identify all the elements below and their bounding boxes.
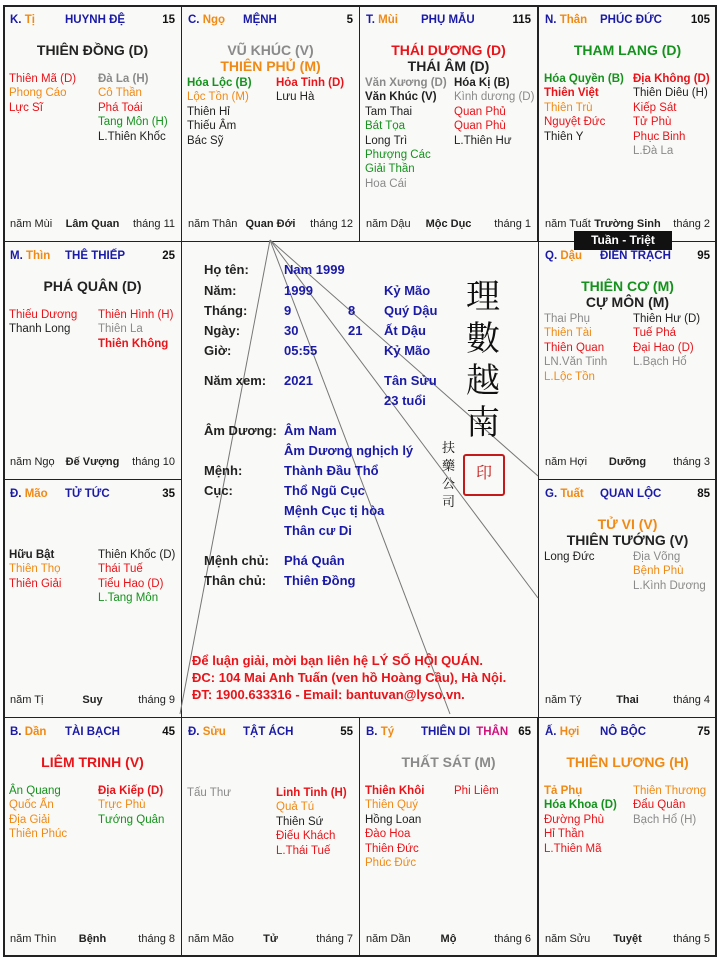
cuc-note-1: Mệnh Cục tị hòa	[284, 503, 385, 518]
star-item: Thiên Diêu (H)	[633, 87, 708, 100]
palace-month: tháng 8	[138, 933, 175, 945]
main-star: CỰ MÔN (M)	[585, 294, 670, 310]
palace-year: năm Mùi	[10, 218, 53, 230]
star-item: Văn Khúc (V)	[365, 91, 437, 104]
star-item: Tang Môn (H)	[98, 116, 168, 129]
palace-month: tháng 4	[673, 694, 710, 706]
palace-position: N. Thân	[545, 14, 588, 26]
am-duong-note: Âm Dương nghịch lý	[284, 443, 414, 458]
star-item: L.Đà La	[633, 145, 674, 158]
star-item: Phúc Đức	[365, 857, 417, 870]
than-chu-label: Thân chủ:	[204, 573, 267, 588]
star-item: Lưu Hà	[276, 91, 315, 104]
main-star: THAM LANG (D)	[573, 42, 682, 58]
palace-position: M. Thìn	[10, 250, 51, 262]
star-item: Đường Phù	[544, 813, 604, 826]
palace-year: năm Hợi	[545, 456, 588, 468]
trang-sinh-stage: Mộ	[440, 933, 457, 945]
palace-position: Q. Dậu	[545, 250, 583, 262]
star-item: L.Kình Dương	[633, 579, 706, 592]
thang-can-chi: Quý Dậu	[384, 303, 438, 318]
star-item: Điếu Khách	[276, 830, 336, 843]
star-item: Đại Hao (D)	[633, 341, 694, 354]
star-item: Hỏa Tinh (D)	[276, 77, 345, 89]
palace-name: ĐIỀN TRẠCH	[600, 250, 671, 262]
palace-name: PHÚC ĐỨC	[600, 14, 662, 26]
trang-sinh-stage: Bệnh	[78, 933, 107, 945]
menh-label: Mệnh:	[204, 463, 243, 478]
contact-line-2: ĐC: 104 Mai Anh Tuấn (ven hồ Hoàng Cầu), Hà Nội.	[192, 670, 507, 685]
star-item: Quan Phủ	[454, 105, 506, 118]
palace-year: năm Thân	[188, 218, 238, 230]
star-item: Linh Tinh (H)	[276, 787, 347, 799]
star-item: Hữu Bật	[9, 549, 55, 561]
am-duong-label: Âm Dương:	[204, 423, 277, 438]
star-item: Quốc Ấn	[9, 799, 54, 812]
palace-age: 85	[697, 488, 710, 500]
star-item: Thiên Trù	[544, 101, 593, 114]
main-star: THIÊN CƠ (M)	[581, 278, 674, 294]
palace-month: tháng 12	[310, 218, 353, 230]
star-item: Ân Quang	[9, 785, 61, 797]
star-item: Phượng Các	[365, 149, 431, 162]
star-item: Phong Cáo	[9, 87, 67, 100]
calligraphy-small: 扶藥公司	[442, 441, 456, 510]
tuoi-value: 23 tuổi	[384, 393, 426, 408]
palace-month: tháng 5	[673, 933, 710, 945]
palace-name: TỬ TỨC	[65, 488, 110, 500]
palace-age: 15	[162, 14, 175, 26]
star-item: Thiếu Dương	[9, 309, 78, 321]
ngay-can-chi: Ất Dậu	[384, 323, 426, 338]
palace-month: tháng 7	[316, 933, 353, 945]
ngay-label: Ngày:	[204, 323, 241, 338]
cuc-label: Cục:	[204, 483, 233, 498]
nam-xem-can-chi: Tân Sửu	[384, 373, 437, 388]
palace-position: Đ. Sửu	[188, 726, 226, 738]
star-item: Kiếp Sát	[633, 101, 677, 114]
palace-age: 25	[162, 250, 175, 262]
star-item: Long Trì	[365, 134, 408, 147]
palace-position: K. Tị	[10, 14, 35, 26]
thang-duong: 9	[284, 303, 292, 318]
star-item: Trực Phù	[98, 799, 146, 812]
star-item: Thiên Giải	[9, 577, 62, 590]
star-item: Long Đức	[544, 551, 595, 563]
star-item: Bạch Hổ (H)	[633, 813, 697, 826]
star-item: Giải Thần	[365, 163, 415, 176]
star-item: Địa Giải	[9, 813, 50, 826]
palace-year: năm Thìn	[10, 933, 57, 945]
star-item: L.Thiên Hư	[454, 134, 512, 147]
star-item: LN.Văn Tinh	[544, 356, 608, 369]
star-item: Thiên La	[98, 323, 143, 336]
main-star: THÁI ÂM (D)	[407, 58, 490, 74]
palace-position: Đ. Mão	[10, 488, 48, 500]
star-item: Thiên Khôi	[365, 785, 425, 797]
nam-xem-value: 2021	[284, 373, 313, 388]
palace-position: T. Mùi	[366, 14, 398, 26]
palace-month: tháng 3	[673, 456, 710, 468]
star-item: Địa Không (D)	[633, 73, 710, 85]
palace-month: tháng 11	[132, 218, 175, 230]
star-item: Đẩu Quân	[633, 799, 686, 812]
palace-month: tháng 9	[138, 694, 175, 706]
star-item: Thiên Việt	[544, 87, 599, 100]
palace-name: MỆNH	[243, 14, 277, 26]
palace-age: 55	[340, 726, 353, 738]
star-item: Thiên Quan	[544, 341, 605, 354]
ho-ten-value: Nam 1999	[284, 262, 345, 277]
star-item: Văn Xương (D)	[365, 77, 447, 89]
nam-value: 1999	[284, 283, 313, 298]
trang-sinh-stage: Quan Đới	[245, 218, 296, 230]
palace-month: tháng 2	[673, 218, 710, 230]
star-item: Thiên Sứ	[276, 815, 324, 828]
palace-age: 65	[518, 726, 531, 738]
palace-age: 5	[346, 14, 353, 26]
star-item: Hoa Cái	[365, 177, 407, 190]
palace-name: THÊ THIẾP	[65, 250, 126, 262]
thang-label: Tháng:	[204, 303, 248, 318]
star-item: Thái Tuế	[98, 563, 143, 576]
trang-sinh-stage: Lâm Quan	[65, 218, 120, 230]
menh-chu-value: Phá Quân	[284, 553, 345, 568]
star-item: Thiên Tài	[544, 327, 592, 340]
trang-sinh-stage: Dưỡng	[608, 456, 647, 468]
gio-label: Giờ:	[204, 343, 232, 358]
palace-year: năm Mão	[188, 933, 234, 945]
palace-age: 75	[697, 726, 710, 738]
star-item: Phục Binh	[633, 130, 686, 143]
calligraphy-text: 理數越南	[466, 277, 500, 443]
trang-sinh-stage: Thai	[616, 694, 639, 706]
palace-month: tháng 1	[494, 218, 531, 230]
star-item: L.Lộc Tồn	[544, 370, 595, 383]
trang-sinh-stage: Tuyệt	[613, 933, 642, 945]
nam-label: Năm:	[204, 283, 237, 298]
palace-name: HUYNH ĐỆ	[65, 14, 126, 26]
main-star: THẤT SÁT (M)	[401, 754, 496, 770]
star-item: Tấu Thư	[187, 787, 231, 799]
star-item: Bát Tọa	[365, 120, 406, 133]
cuc-note-2: Thân cư Di	[284, 523, 352, 538]
palace-position: G. Tuất	[545, 488, 584, 500]
star-item: Thiên Hư (D)	[633, 313, 701, 325]
center-info-panel	[180, 236, 536, 714]
star-item: Thiên Hỉ	[187, 105, 230, 118]
palace-month: tháng 10	[132, 456, 175, 468]
trang-sinh-stage: Trường Sinh	[594, 218, 661, 230]
star-item: Thiên Thọ	[9, 563, 61, 576]
palace-position: Ấ. Hợi	[545, 726, 580, 738]
star-item: Nguyệt Đức	[544, 116, 606, 129]
palace-month: tháng 6	[494, 933, 531, 945]
palace-age: 45	[162, 726, 175, 738]
menh-chu-label: Mệnh chủ:	[204, 553, 269, 568]
palace-position: B. Tý	[366, 726, 395, 738]
palace-name: TÀI BẠCH	[65, 726, 120, 738]
main-star: LIÊM TRINH (V)	[41, 754, 144, 770]
palace-year: năm Sửu	[545, 933, 591, 945]
star-item: Địa Kiếp (D)	[98, 785, 164, 797]
star-item: Thiên Thương	[633, 785, 707, 797]
trang-sinh-stage: Suy	[82, 694, 103, 706]
ngay-duong: 30	[284, 323, 299, 338]
star-item: L.Thái Tuế	[276, 844, 331, 857]
star-item: Phi Liêm	[454, 785, 499, 797]
star-item: L.Bạch Hổ	[633, 356, 687, 369]
cuc-value: Thổ Ngũ Cục	[284, 483, 365, 498]
star-item: Tử Phù	[633, 116, 672, 129]
palace-age: 35	[162, 488, 175, 500]
than-chu-value: Thiên Đồng	[284, 573, 356, 588]
star-item: Thiên Y	[544, 130, 584, 143]
ngay-am: 21	[348, 323, 363, 338]
star-item: Thiên Quý	[365, 799, 419, 812]
star-item: L.Tang Môn	[98, 592, 159, 605]
red-seal: 印	[463, 454, 505, 496]
contact-line-1: Để luận giải, mời bạn liên hệ LÝ SỐ HỘI QUÁN.	[192, 653, 483, 668]
palace-name: PHỤ MẪU	[421, 14, 475, 26]
star-item: Lực Sĩ	[9, 101, 43, 114]
star-item: Thiếu Âm	[187, 120, 237, 133]
star-item: Phá Toái	[98, 101, 143, 114]
star-item: Quan Phù	[454, 120, 506, 133]
main-star: THIÊN LƯƠNG (H)	[566, 754, 689, 770]
star-item: Đà La (H)	[98, 73, 149, 85]
palace-position: B. Dần	[10, 726, 47, 738]
star-item: Thiên Hình (H)	[98, 309, 174, 321]
gio-value: 05:55	[284, 343, 318, 358]
star-item: Hóa Khoa (D)	[544, 799, 617, 812]
star-item: Hóa Quyền (B)	[544, 73, 624, 85]
than-marker: THÂN	[476, 726, 509, 738]
tuan-triet-badge: Tuần - Triệt	[574, 231, 672, 250]
star-item: Kình dương (D)	[454, 91, 535, 104]
am-duong-value: Âm Nam	[284, 423, 337, 438]
palace-year: năm Tị	[10, 694, 44, 706]
palace-position: C. Ngọ	[188, 14, 226, 26]
star-item: Hóa Lộc (B)	[187, 77, 252, 89]
star-item: L.Thiên Khốc	[98, 130, 166, 143]
contact-block	[192, 652, 506, 703]
star-item: L.Thiên Mã	[544, 842, 602, 855]
thang-am: 8	[348, 303, 356, 318]
main-star: PHÁ QUÂN (D)	[43, 278, 142, 294]
palace-age: 95	[697, 250, 710, 262]
star-item: Tam Thai	[365, 105, 413, 118]
palace-name: NÔ BỘC	[600, 726, 646, 738]
palace-name: QUAN LỘC	[600, 488, 662, 500]
gio-can-chi: Kỷ Mão	[384, 343, 431, 358]
trang-sinh-stage: Tử	[263, 933, 278, 945]
star-item: Bác Sỹ	[187, 134, 224, 147]
main-star: THIÊN PHỦ (M)	[220, 58, 321, 74]
palace-year: năm Tý	[545, 694, 582, 706]
star-item: Thiên Không	[98, 337, 169, 350]
star-item: Tả Phụ	[544, 785, 583, 797]
star-item: Lộc Tồn (M)	[187, 91, 249, 104]
trang-sinh-stage: Mộc Dục	[425, 218, 472, 230]
palace-year: năm Ngọ	[10, 456, 55, 468]
star-item: Địa Võng	[633, 551, 681, 563]
nam-can-chi: Kỷ Mão	[384, 283, 431, 298]
star-item: Thiên Khốc (D)	[98, 549, 176, 561]
main-star: TỬ VI (V)	[597, 516, 658, 532]
star-item: Thiên Đức	[365, 842, 419, 855]
star-item: Hồng Loan	[365, 813, 422, 826]
star-item: Tiểu Hao (D)	[98, 577, 164, 590]
palace-name: TẬT ÁCH	[243, 726, 294, 738]
star-item: Tuế Phá	[633, 327, 677, 340]
star-item: Hóa Kị (B)	[454, 77, 510, 89]
star-item: Quả Tú	[276, 801, 315, 814]
star-item: Cô Thần	[98, 87, 142, 100]
main-star: THIÊN TƯỚNG (V)	[566, 532, 689, 548]
palace-year: năm Dần	[366, 933, 411, 945]
star-item: Đào Hoa	[365, 828, 411, 841]
nam-xem-label: Năm xem:	[204, 373, 267, 388]
ho-ten-label: Họ tên:	[204, 262, 249, 277]
palace-year: năm Tuất	[545, 218, 591, 230]
star-item: Thai Phụ	[544, 313, 591, 325]
main-star: THIÊN ĐỒNG (D)	[36, 42, 149, 58]
trang-sinh-stage: Đế Vượng	[65, 456, 120, 468]
palace-year: năm Dậu	[366, 218, 411, 230]
menh-value: Thành Đầu Thổ	[284, 463, 379, 478]
contact-line-3: ĐT: 1900.633316 - Email: bantuvan@lyso.vn.	[192, 687, 465, 702]
star-item: Thiên Mã (D)	[9, 73, 77, 85]
star-item: Thiên Phúc	[9, 828, 68, 841]
main-star: VŨ KHÚC (V)	[227, 42, 314, 58]
star-item: Thanh Long	[9, 323, 71, 336]
palace-age: 115	[512, 14, 531, 26]
star-item: Hỉ Thần	[544, 828, 585, 841]
palace-name: THIÊN DI THÂN	[421, 726, 509, 738]
palace-age: 105	[690, 14, 710, 26]
star-item: Tướng Quân	[98, 813, 165, 826]
star-item: Bệnh Phù	[633, 565, 684, 578]
main-star: THÁI DƯƠNG (D)	[391, 42, 506, 58]
